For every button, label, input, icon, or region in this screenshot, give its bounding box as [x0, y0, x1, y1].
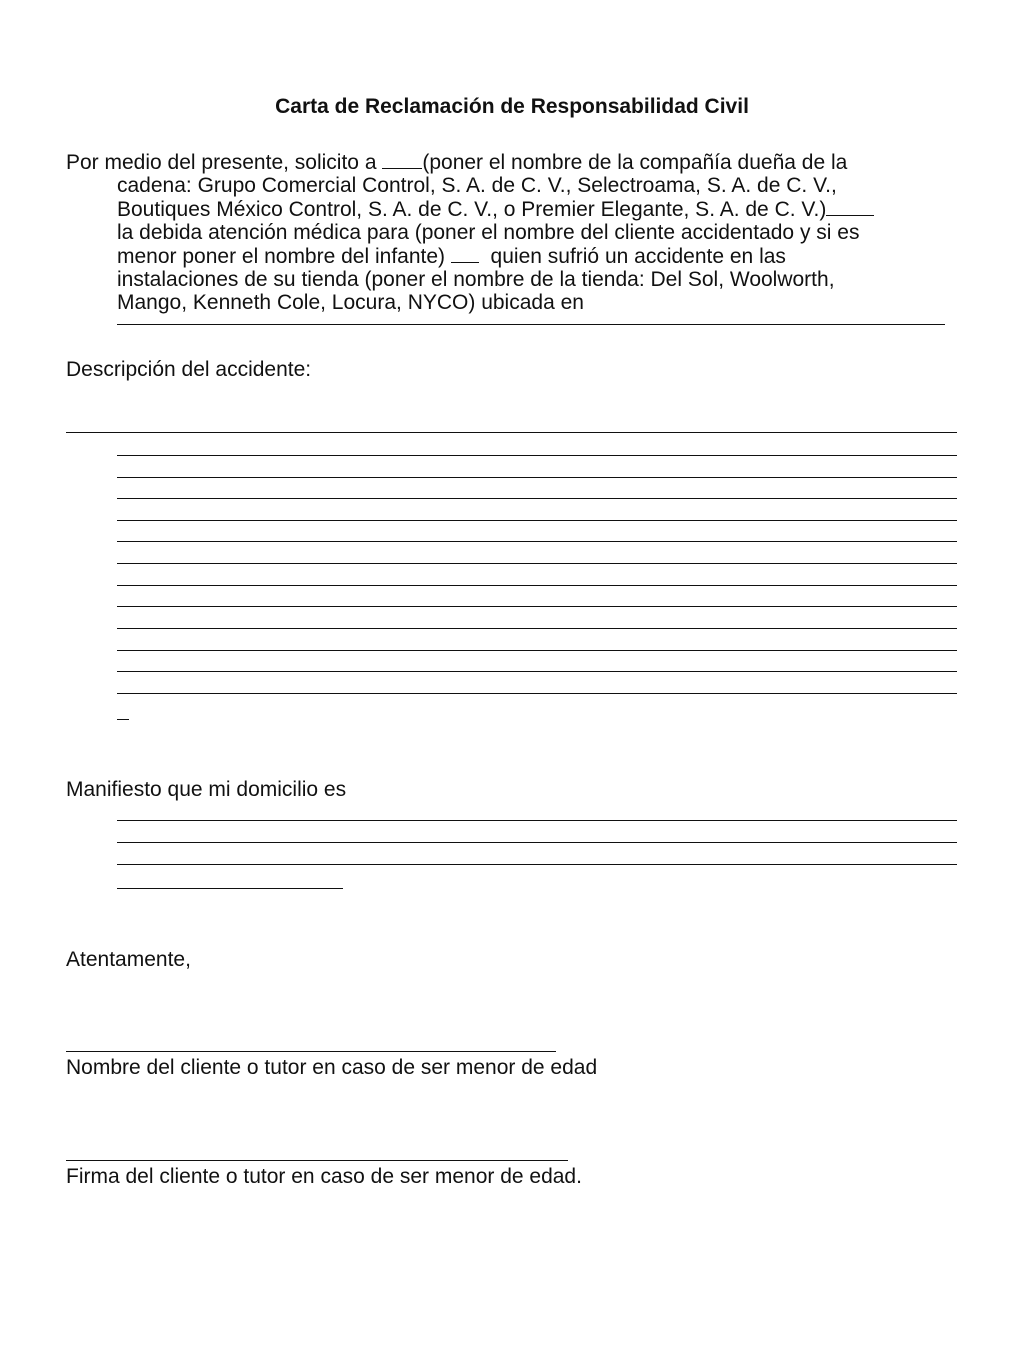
request-line-4: la debida atención médica para (poner el nombre del cliente accidentado y si es	[117, 221, 860, 244]
name-signature-line[interactable]	[66, 1051, 556, 1052]
address-line[interactable]	[117, 864, 957, 865]
description-line[interactable]	[117, 477, 957, 478]
signature-line[interactable]	[66, 1160, 568, 1161]
description-line[interactable]	[117, 719, 129, 720]
description-line[interactable]	[117, 606, 957, 607]
description-line[interactable]	[117, 541, 957, 542]
description-line[interactable]	[117, 671, 957, 672]
request-line-7: Mango, Kenneth Cole, Locura, NYCO) ubicada en	[117, 291, 584, 314]
request-paragraph	[66, 150, 926, 314]
closing-text: Atentamente,	[66, 948, 191, 971]
description-line[interactable]	[117, 455, 957, 456]
name-caption: Nombre del cliente o tutor en caso de ser menor de edad	[66, 1056, 598, 1079]
description-line[interactable]	[117, 498, 957, 499]
description-line[interactable]	[117, 693, 957, 694]
description-line[interactable]	[117, 650, 957, 651]
request-line-2: cadena: Grupo Comercial Control, S. A. de C. V., Selectroama, S. A. de C. V.,	[117, 174, 837, 197]
address-line[interactable]	[117, 888, 343, 889]
request-line-3: Boutiques México Control, S. A. de C. V., o Premier Elegante, S. A. de C. V.)	[66, 197, 926, 221]
description-line[interactable]	[117, 585, 957, 586]
address-line[interactable]	[117, 842, 957, 843]
description-line[interactable]	[117, 563, 957, 564]
description-line[interactable]	[117, 628, 957, 629]
description-line[interactable]	[66, 432, 957, 433]
address-line[interactable]	[117, 820, 957, 821]
location-blank-line[interactable]	[117, 324, 945, 325]
company-blank-2[interactable]	[826, 197, 874, 216]
signature-caption: Firma del cliente o tutor en caso de ser menor de edad.	[66, 1165, 582, 1188]
request-line-5: menor poner el nombre del infante) quien sufrió un accidente en las	[117, 245, 786, 268]
description-line[interactable]	[117, 520, 957, 521]
request-line-1: Por medio del presente, solicito a (poner el nombre de la compañía dueña de la	[66, 151, 848, 174]
company-blank[interactable]	[382, 150, 422, 169]
request-line-6: instalaciones de su tienda (poner el nombre de la tienda: Del Sol, Woolworth,	[117, 268, 835, 291]
patient-blank[interactable]	[451, 244, 479, 263]
address-label: Manifiesto que mi domicilio es	[66, 778, 347, 801]
document-title: Carta de Reclamación de Responsabilidad Civil	[275, 95, 749, 118]
description-label: Descripción del accidente:	[66, 358, 312, 381]
